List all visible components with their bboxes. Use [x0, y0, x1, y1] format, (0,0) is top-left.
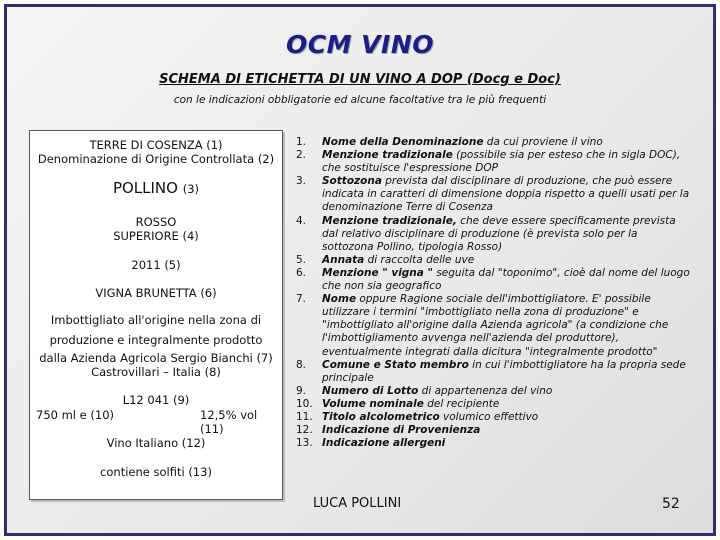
legend-item: [296, 149, 692, 175]
legend-item-description: di raccolta delle uve: [364, 253, 475, 266]
legend-item-text: [322, 215, 692, 254]
legend-item-description: oppure Ragione sociale dell'imbottigliatore. E' possibile utilizzare i termini "imbottigliato nella zona di produzione" e "imbottigliato all'origine dalla Azienda agricola" (a condizione che l'imbottigliamento avvenga nell'azienda del produttore), eventualmente integrati dalla dicitura "integralmente prodotto": [322, 293, 669, 358]
legend-list: [296, 136, 692, 450]
legend-item-term: Menzione " vigna ": [322, 266, 433, 279]
legend-item-term: Nome della Denominazione: [322, 136, 484, 148]
slide-subtitle-note: con le indicazioni obbligatorie ed alcune facoltative tra le più frequenti: [173, 94, 547, 106]
label-vineyard: VIGNA BRUNETTA (6): [95, 286, 217, 300]
legend-item-number: 4.: [296, 214, 307, 227]
label-subzone-number: (3): [182, 182, 200, 196]
legend-item-text: [322, 136, 692, 149]
legend-item: [296, 385, 692, 398]
label-allergens: contiene solfiti (13): [100, 465, 212, 479]
legend-item: [296, 437, 692, 450]
legend-item: [296, 267, 692, 293]
legend-item-number: 8.: [296, 358, 307, 371]
legend-item-text: [322, 385, 692, 398]
legend-item-description: che deve essere specificamente prevista dal relativo disciplinare di produzione (è prevista solo per la sottozona Pollino, tipologia Rosso): [322, 214, 676, 253]
legend-item-term: Indicazione di Provenienza: [322, 424, 481, 437]
legend-item-text: [322, 424, 692, 437]
legend-item-text: [322, 293, 692, 358]
label-alcohol: 12,5% vol (11): [200, 408, 258, 436]
legend-item-description: di appartenenza del vino: [418, 384, 553, 397]
legend-item: [296, 359, 692, 385]
legend-item-term: Comune e Stato membro: [322, 358, 469, 371]
legend-item-number: 13.: [296, 437, 313, 450]
legend-item-text: [322, 359, 692, 385]
label-bottler-location: Castrovillari – Italia (8): [91, 365, 221, 379]
legend-item-description: in cui l'imbottigliatore ha la propria sede principale: [322, 358, 686, 384]
legend-item-number: 1.: [296, 136, 307, 148]
legend-item: [296, 215, 692, 254]
legend-item-term: Sottozona: [322, 175, 382, 188]
label-vintage: 2011 (5): [131, 258, 181, 272]
legend-item-description: volumico effettivo: [439, 410, 539, 423]
legend-item: [296, 424, 692, 437]
legend-item: [296, 136, 692, 149]
legend-item-term: Titolo alcolometrico: [322, 410, 440, 423]
legend-item-number: 10.: [296, 397, 313, 410]
legend-item-number: 2.: [296, 149, 307, 162]
legend-item-term: Annata: [322, 253, 365, 266]
legend-item-text: [322, 267, 692, 293]
footer-author: LUCA POLLINI: [313, 496, 402, 511]
legend-item-number: 11.: [296, 410, 313, 423]
legend-item-number: 5.: [296, 253, 307, 266]
label-subzone: [30, 181, 282, 196]
legend-item-number: 7.: [296, 293, 307, 306]
legend-item-description: del recipiente: [423, 397, 500, 410]
label-provenance: Vino Italiano (12): [106, 436, 206, 450]
legend-item-term: Indicazione allergeni: [322, 437, 446, 450]
legend-item-text: [322, 411, 692, 424]
legend-item: [296, 411, 692, 424]
legend-item-description: da cui proviene il vino: [483, 136, 603, 148]
legend-item: [296, 175, 692, 214]
label-type: ROSSO: [135, 215, 177, 229]
legend-item-text: [322, 149, 692, 175]
label-bottler-line2: produzione e integralmente prodotto: [49, 333, 263, 347]
legend-item-description: seguita dal "toponimo", cioè dal nome del luogo che non sia geografico: [322, 266, 690, 293]
legend-item-text: [322, 175, 692, 214]
legend-item-term: Nome: [322, 293, 357, 306]
legend-item-term: Menzione tradizionale,: [322, 214, 457, 227]
legend-item: [296, 254, 692, 267]
legend-item-number: 6.: [296, 266, 307, 279]
page-number: 52: [662, 496, 680, 512]
label-volume: 750 ml e (10): [36, 408, 114, 422]
label-subzone-name: POLLINO: [112, 179, 178, 197]
slide-title: OCM VINO: [285, 30, 434, 59]
legend-item-number: 3.: [296, 175, 307, 188]
wine-label-example: [29, 130, 283, 500]
label-denomination: TERRE DI COSENZA (1): [89, 138, 223, 152]
slide-subtitle: SCHEMA DI ETICHETTA DI UN VINO A DOP (Docg e Doc): [159, 72, 561, 87]
legend-item-number: 9.: [296, 384, 307, 397]
legend-item-text: [322, 254, 692, 267]
legend-item-term: Volume nominale: [322, 397, 424, 410]
legend-item-term: Numero di Lotto: [322, 384, 419, 397]
label-superiore: SUPERIORE (4): [113, 229, 199, 243]
legend-item: [296, 293, 692, 358]
label-bottler-line3: dalla Azienda Agricola Sergio Bianchi (7): [39, 351, 273, 365]
label-traditional-mention: Denominazione di Origine Controllata (2): [37, 152, 275, 166]
legend-item-text: [322, 437, 692, 450]
legend-item-term: Menzione tradizionale: [322, 149, 453, 162]
legend-item-description: (possibile sia per esteso che in sigla DOC), che sostituisce l'espressione DOP: [322, 149, 681, 175]
legend-item: [296, 398, 692, 411]
legend-item-number: 12.: [296, 424, 313, 437]
label-bottler-line1: Imbottigliato all'origine nella zona di: [50, 313, 262, 327]
label-lot: L12 041 (9): [122, 393, 190, 407]
legend-item-text: [322, 398, 692, 411]
legend-item-description: prevista dal disciplinare di produzione, che può essere indicata in caratteri di dimensione doppia rispetto a quelli usati per la denominazione Terre di Cosenza: [322, 175, 690, 214]
